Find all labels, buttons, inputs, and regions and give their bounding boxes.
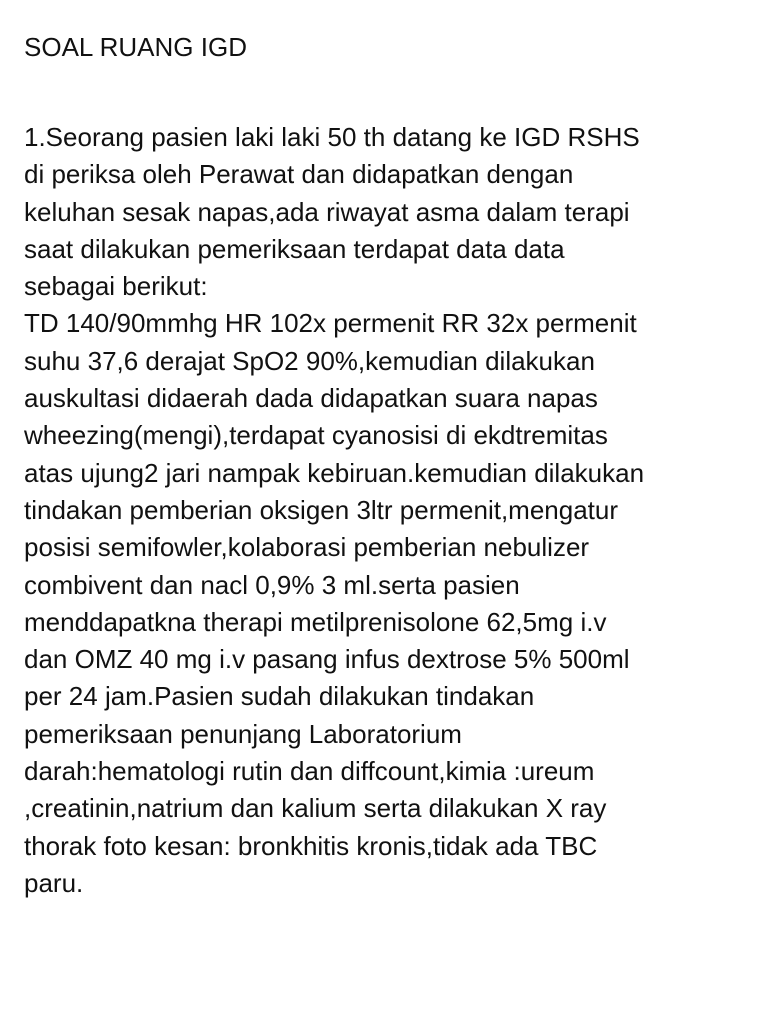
question-line: combivent dan nacl 0,9% 3 ml.serta pasien (24, 569, 520, 600)
question-line: di periksa oleh Perawat dan didapatkan dengan (24, 159, 574, 190)
question-line: thorak foto kesan: bronkhitis kronis,tidak ada TBC (24, 830, 598, 861)
question-line: keluhan sesak napas,ada riwayat asma dalam terapi (24, 196, 630, 227)
question-body (24, 119, 754, 902)
document-title: SOAL RUANG IGD (24, 32, 247, 62)
question-line: posisi semifowler,kolaborasi pemberian nebulizer (24, 532, 590, 563)
question-line: saat dilakukan pemeriksaan terdapat data data (24, 233, 565, 264)
question-line: TD 140/90mmhg HR 102x permenit RR 32x permenit (24, 308, 637, 339)
document-page (24, 30, 754, 902)
question-line: pemeriksaan penunjang Laboratorium (24, 718, 462, 749)
question-line: darah:hematologi rutin dan diffcount,kimia :ureum (24, 756, 595, 787)
question-line: menddapatkna therapi metilprenisolone 62,5mg i.v (24, 606, 607, 637)
question-line: auskultasi didaerah dada didapatkan suara napas (24, 383, 598, 414)
question-line: sebagai berikut: (24, 271, 208, 302)
question-line: paru. (24, 867, 84, 898)
question-line: dan OMZ 40 mg i.v pasang infus dextrose 5% 500ml (24, 644, 630, 675)
question-line: per 24 jam.Pasien sudah dilakukan tindakan (24, 681, 535, 712)
question-line: tindakan pemberian oksigen 3ltr permenit,mengatur (24, 494, 619, 525)
question-line: suhu 37,6 derajat SpO2 90%,kemudian dilakukan (24, 345, 595, 376)
question-line: ,creatinin,natrium dan kalium serta dilakukan X ray (24, 793, 607, 824)
question-line: atas ujung2 jari nampak kebiruan.kemudian dilakukan (24, 457, 645, 488)
question-line: 1.Seorang pasien laki laki 50 th datang ke IGD RSHS (24, 122, 640, 152)
question-line: wheezing(mengi),terdapat cyanosisi di ekdtremitas (24, 420, 608, 451)
